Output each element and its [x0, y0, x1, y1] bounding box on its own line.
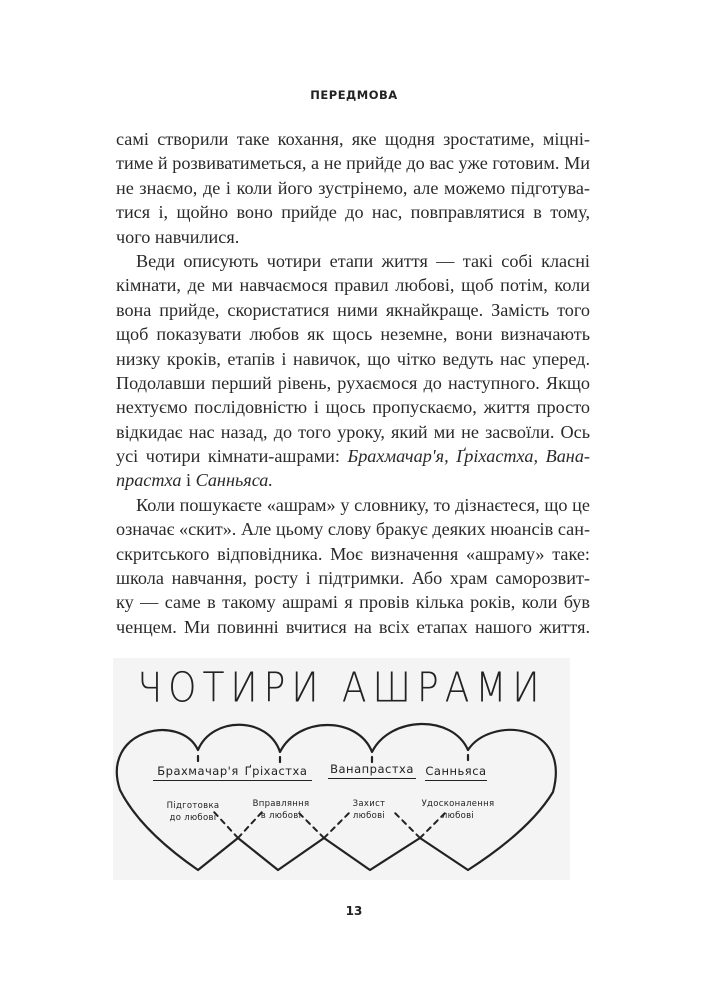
- italic-text: Санньяса.: [195, 470, 273, 491]
- text-line: Подолавши перший рівень, рухаємося до наступного. Якщо: [116, 372, 590, 393]
- text-line: самі створили таке кохання, яке щодня зростатиме, міцні-: [116, 129, 590, 149]
- text-line: ченцем. Ми повинні вчитися на всіх етапах нашого життя.: [116, 616, 590, 637]
- text-line: означає «скит». Але цьому слову бракує деяких нюансів сан-: [116, 519, 590, 540]
- figure-title: ЧОТИРИ АШРАМИ: [137, 664, 546, 713]
- text-line: вона прийде, скористатися ними якнайкраще. Замість того: [116, 299, 590, 320]
- text-line: Коли пошукаєте «ашрам» у словнику, то дізнаєтеся, що це: [136, 494, 590, 515]
- four-ashrams-illustration: [113, 658, 570, 880]
- desc-line: до любові: [169, 813, 217, 823]
- text-line: чого навчилися.: [116, 226, 240, 247]
- body-text: [116, 127, 590, 639]
- running-head: ПЕРЕДМОВА: [310, 88, 398, 102]
- heart-ticks: [198, 755, 468, 762]
- text-line: не знаємо, де і коли його зустрінемо, але можемо підготува-: [116, 177, 590, 198]
- ashram-label: Ванапрастха: [328, 762, 416, 779]
- text-line: скритського відповідника. Моє визначення «ашраму» таке:: [116, 543, 590, 564]
- desc-line: Удосконалення: [421, 799, 495, 809]
- desc-line: в любові: [260, 811, 302, 821]
- ashram-label: Брахмачар'я: [153, 764, 243, 781]
- desc-line: любові: [352, 811, 386, 821]
- italic-text: прастха: [116, 470, 182, 491]
- text-line: нехтуємо послідовністю і щось пропускаємо, життя просто: [116, 397, 590, 418]
- ashram-description: [236, 798, 326, 822]
- ashram-description: [324, 798, 414, 822]
- text-line: Веди описують чотири етапи життя — такі собі класні: [136, 250, 590, 271]
- text-line: [116, 444, 590, 468]
- text-line: низку кроків, етапів і навичок, що чітко ведуть нас уперед.: [116, 348, 590, 369]
- text-line: щоб показувати любов як щось неземне, вони визначають: [116, 324, 590, 345]
- text-line: тиме й розвиватиметься, а не прийде до вас уже готовим. Ми: [116, 153, 590, 174]
- desc-line: любові: [441, 811, 475, 821]
- text-line: тися і, щойно воно прийде до нас, повправлятися в тому,: [116, 202, 590, 223]
- ashram-label: Санньяса: [425, 764, 487, 781]
- hearts-outline: [117, 724, 556, 870]
- desc-line: Підготовка: [166, 801, 220, 811]
- text-span: і: [181, 470, 196, 491]
- ashram-description: [148, 800, 238, 824]
- text-line: кімнати, де ми навчаємося правил любові, щоб потім, коли: [116, 275, 590, 296]
- page-number: 13: [345, 904, 363, 918]
- desc-line: Вправляння: [252, 799, 310, 809]
- text-line: [116, 468, 590, 492]
- italic-text: Брахмачар'я, Ґріхастха, Вана-: [347, 446, 590, 467]
- text-line: школа навчання, росту і підтримки. Або храм саморозвит-: [116, 568, 590, 589]
- text-span: усі чотири кімнати-ашрами:: [116, 446, 348, 467]
- text-line: ку — саме в такому ашрамі я провів кілька років, коли був: [116, 592, 590, 613]
- text-line: відкидає нас назад, до того уроку, який ми не засвоїли. Ось: [116, 421, 590, 442]
- desc-line: Захист: [352, 799, 386, 809]
- ashram-label: Ґріхастха: [240, 764, 312, 781]
- ashram-description: [413, 798, 503, 822]
